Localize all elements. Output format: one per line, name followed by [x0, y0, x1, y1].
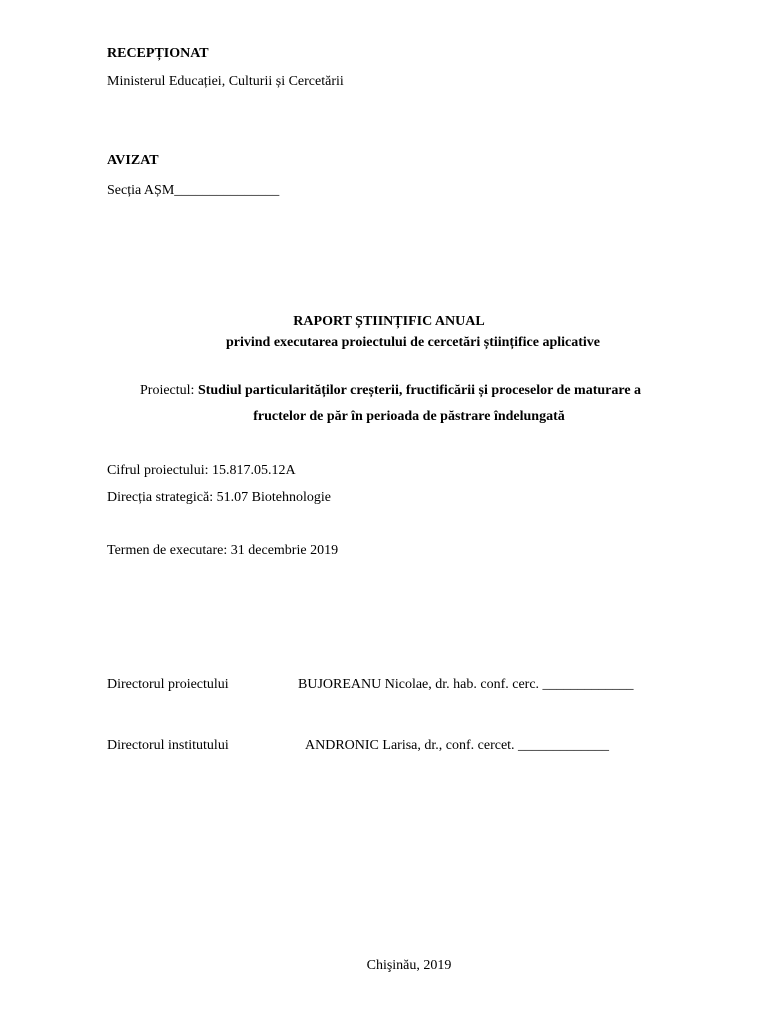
signature-role-project: Directorul proiectului	[107, 677, 229, 692]
approved-heading: AVIZAT	[107, 153, 159, 168]
strategic-direction: Direcția strategică: 51.07 Biotehnologie	[107, 490, 331, 505]
project-title-line2: fructelor de păr în perioada de păstrare îndelungată	[253, 409, 565, 424]
received-heading: RECEPȚIONAT	[107, 46, 209, 61]
report-title: RAPORT ȘTIINȚIFIC ANUAL	[293, 314, 485, 329]
place-date: Chişinău, 2019	[366, 958, 452, 973]
approved-section: Secția AȘM_______________	[107, 183, 280, 198]
project-title-text: Studiul particularităților creșterii, fructificării și proceselor de maturare a	[197, 383, 642, 398]
project-code: Cifrul proiectului: 15.817.05.12A	[107, 463, 296, 478]
signature-name-project: BUJOREANU Nicolae, dr. hab. conf. cerc. _____________	[298, 677, 634, 692]
signature-role-institute: Directorul institutului	[107, 738, 229, 753]
signature-name-institute: ANDRONIC Larisa, dr., conf. cercet. _____________	[305, 738, 610, 753]
execution-deadline: Termen de executare: 31 decembrie 2019	[107, 543, 339, 558]
received-ministry: Ministerul Educației, Culturii și Cercetării	[107, 74, 344, 89]
report-subtitle: privind executarea proiectului de cercetări științifice aplicative	[225, 335, 601, 350]
project-title-line1	[140, 383, 641, 399]
project-label: Proiectul:	[140, 383, 195, 398]
